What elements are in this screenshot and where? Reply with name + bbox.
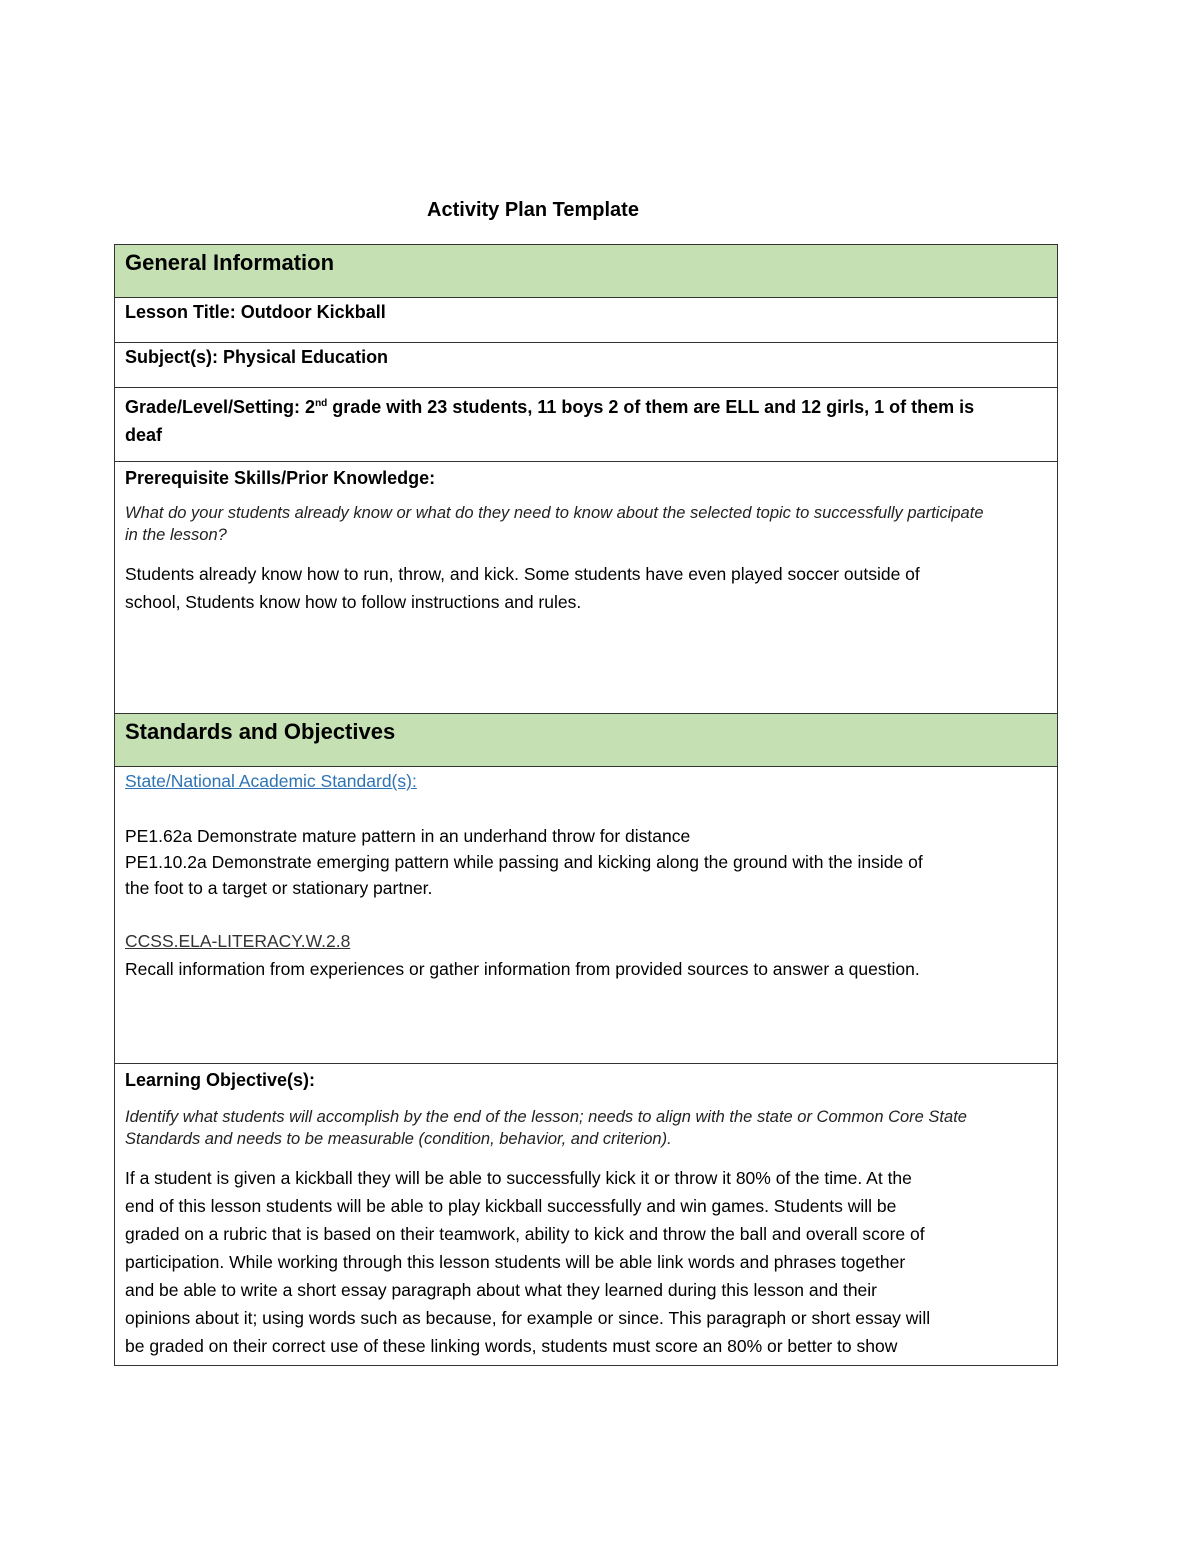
pe-standard-line: PE1.10.2a Demonstrate emerging pattern while passing and kicking along the ground with the inside of [125,852,923,872]
objectives-answer-line: graded on a rubric that is based on their teamwork, ability to kick and throw the ball and overall score of [125,1224,925,1244]
general-information-header: General Information [115,245,1057,297]
pe-standard-line: the foot to a target or stationary partner. [125,878,433,898]
objectives-prompt: Standards and needs to be measurable (condition, behavior, and criterion). [125,1130,672,1148]
objectives-prompt: Identify what students will accomplish by the end of the lesson; needs to align with the state or Common Core State [125,1108,967,1126]
objectives-answer-line: opinions about it; using words such as because, for example or since. This paragraph or short essay will [125,1308,931,1328]
objectives-row [115,1063,1057,1365]
activity-plan-table [114,244,1058,1366]
standards-row [115,766,1057,1063]
prereq-label: Prerequisite Skills/Prior Knowledge: [125,468,436,488]
lesson-title-row [115,297,1057,342]
objectives-label: Learning Objective(s): [125,1070,316,1090]
document-title: Activity Plan Template [427,199,639,221]
standards-objectives-header: Standards and Objectives [115,713,1057,766]
ccss-standard-text: Recall information from experiences or gather information from provided sources to answer a question. [125,959,920,979]
state-standards-link[interactable]: State/National Academic Standard(s): [125,771,417,791]
grade-row [115,387,1057,461]
prereq-prompt: What do your students already know or what do they need to know about the selected topic to successfully participate [125,504,984,522]
objectives-answer-line: If a student is given a kickball they will be able to successfully kick it or throw it 80% of the time. At the [125,1168,912,1188]
grade-text-line2: deaf [125,425,163,445]
grade-label: Grade/Level/Setting: 2 [125,397,316,417]
prereq-row [115,461,1057,713]
prereq-answer: Students already know how to run, throw, and kick. Some students have even played soccer outside of [125,564,920,584]
subjects-row [115,342,1057,387]
subjects: Subject(s): Physical Education [125,347,389,367]
prereq-prompt: in the lesson? [125,526,227,544]
objectives-answer-line: be graded on their correct use of these linking words, students must score an 80% or better to show [125,1336,898,1356]
grade-sup: nd [315,398,328,409]
objectives-answer-line: end of this lesson students will be able to play kickball successfully and win games. Students will be [125,1196,897,1216]
prereq-answer: school, Students know how to follow instructions and rules. [125,592,582,612]
lesson-title: Lesson Title: Outdoor Kickball [125,302,386,322]
objectives-answer-line: and be able to write a short essay paragraph about what they learned during this lesson and their [125,1280,878,1300]
pe-standard-line: PE1.62a Demonstrate mature pattern in an underhand throw for distance [125,826,691,846]
grade-text: grade with 23 students, 11 boys 2 of them are ELL and 12 girls, 1 of them is [327,397,975,417]
ccss-standard-link[interactable]: CCSS.ELA-LITERACY.W.2.8 [125,931,351,951]
objectives-answer-line: participation. While working through this lesson students will be able link words and phrases together [125,1252,906,1272]
